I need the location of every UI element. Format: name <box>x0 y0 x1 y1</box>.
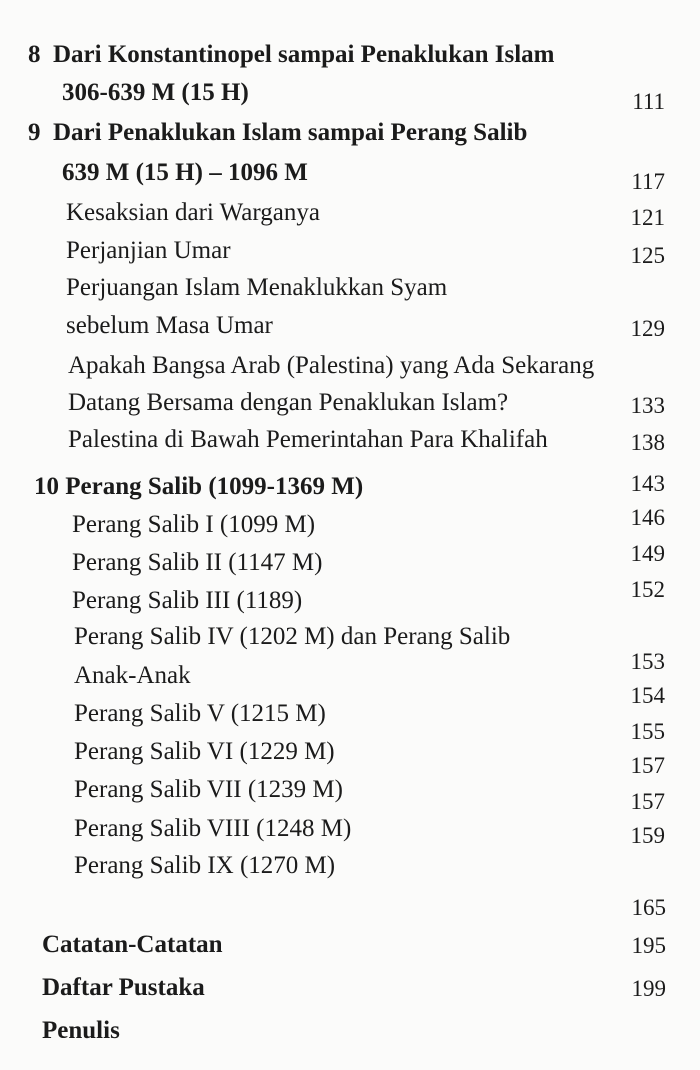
chapter-8-title <box>28 40 555 70</box>
chapter-10-sub-4-page: 153 <box>630 649 665 674</box>
chapter-10-sub-3-page: 152 <box>630 577 665 602</box>
chapter-10-sub-4-line1: Perang Salib IV (1202 M) dan Perang Salib <box>74 623 511 650</box>
chapter-9-sub-1: Kesaksian dari Warganya <box>66 199 320 226</box>
chapter-9-sub-3-line1: Perjuangan Islam Menaklukkan Syam <box>66 274 448 301</box>
chapter-9-sub-1-page: 121 <box>630 205 665 230</box>
chapter-10-title: 10 Perang Salib (1099-1369 M) <box>34 473 364 500</box>
chapter-9-sub-2-page: 125 <box>630 243 665 268</box>
chapter-10-sub-6-page: 155 <box>630 719 665 744</box>
chapter-9-sub-2: Perjanjian Umar <box>66 237 231 264</box>
chapter-8-number: 8 <box>28 41 41 68</box>
chapter-9-title-line1: Dari Penaklukan Islam sampai Perang Salib <box>53 119 528 146</box>
chapter-10-sub-8-page: 157 <box>630 789 665 814</box>
chapter-9-title-line2: 639 M (15 H) – 1096 M <box>62 159 308 186</box>
back-item-catatan-page: 195 <box>631 933 666 958</box>
back-item-penulis: Penulis <box>42 1017 120 1044</box>
chapter-9-sub-3-line2: sebelum Masa Umar <box>66 312 273 339</box>
chapter-10-sub-6: Perang Salib VI (1229 M) <box>74 738 335 765</box>
chapter-10-sub-2-page: 149 <box>630 541 665 566</box>
chapter-10-sub-8: Perang Salib VIII (1248 M) <box>74 815 352 842</box>
chapter-10-sub-9: Perang Salib IX (1270 M) <box>74 852 336 879</box>
back-item-catatan: Catatan-Catatan <box>42 931 223 958</box>
chapter-9-sub-4-page: 133 <box>630 393 665 418</box>
chapter-10-sub-3: Perang Salib III (1189) <box>72 587 303 614</box>
chapter-10-sub-1-page: 146 <box>630 505 665 530</box>
chapter-9-number: 9 <box>28 119 41 146</box>
chapter-8-page: 111 <box>632 89 665 114</box>
chapter-9-sub-4-line2: Datang Bersama dengan Penaklukan Islam? <box>68 389 509 416</box>
chapter-10-sub-7: Perang Salib VII (1239 M) <box>74 776 343 803</box>
chapter-10-sub-4-line2: Anak-Anak <box>74 662 191 689</box>
chapter-10-sub-2: Perang Salib II (1147 M) <box>72 549 323 576</box>
extra-page-number: 165 <box>631 895 666 920</box>
chapter-9-sub-5-page: 138 <box>630 430 665 455</box>
chapter-9-title <box>28 118 527 148</box>
back-item-daftar-pustaka: Daftar Pustaka <box>42 974 205 1001</box>
chapter-10-sub-9-page: 159 <box>630 823 665 848</box>
chapter-9-sub-3-page: 129 <box>630 316 665 341</box>
back-item-daftar-pustaka-page: 199 <box>631 976 666 1001</box>
chapter-10-sub-5-page: 154 <box>630 683 665 708</box>
chapter-10-sub-7-page: 157 <box>630 753 665 778</box>
chapter-8-title-line1: Dari Konstantinopel sampai Penaklukan Islam <box>53 41 555 68</box>
chapter-10-sub-5: Perang Salib V (1215 M) <box>74 700 326 727</box>
chapter-10-page: 143 <box>630 471 665 496</box>
chapter-9-sub-4-line1: Apakah Bangsa Arab (Palestina) yang Ada Sekarang <box>68 352 595 379</box>
chapter-8-title-line2: 306-639 M (15 H) <box>62 79 249 106</box>
chapter-10-sub-1: Perang Salib I (1099 M) <box>72 511 316 538</box>
chapter-9-sub-5: Palestina di Bawah Pemerintahan Para Khalifah <box>68 426 548 453</box>
chapter-9-page: 117 <box>631 169 665 194</box>
